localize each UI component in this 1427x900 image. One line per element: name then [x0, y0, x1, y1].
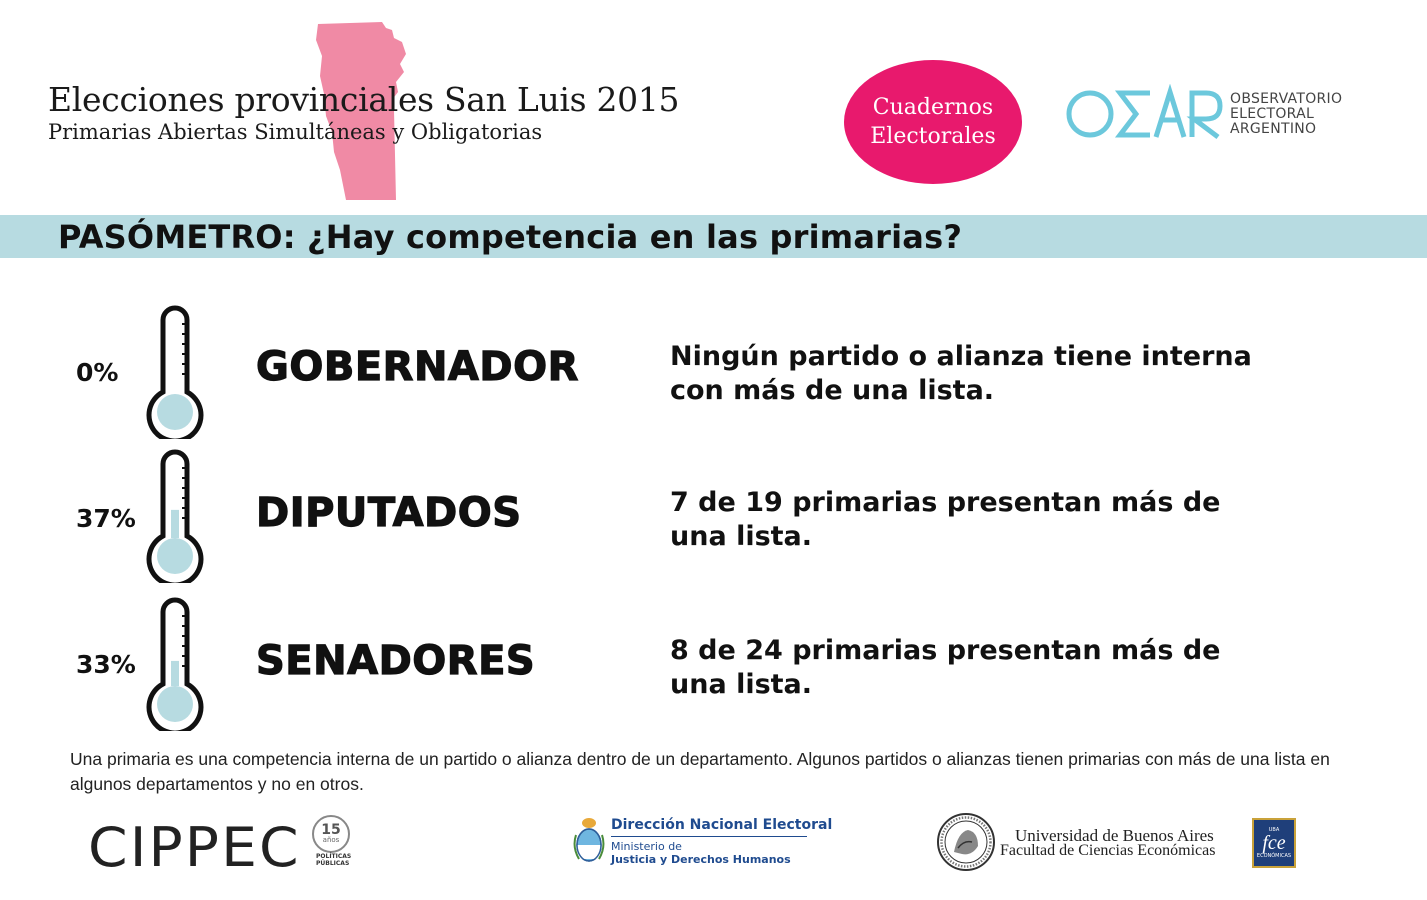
- thermometer-icon: [145, 304, 205, 439]
- page-subtitle: Primarias Abiertas Simultáneas y Obligatorias: [48, 120, 543, 144]
- thermometer-bulb: [157, 686, 193, 722]
- oear-logo-icon: [1064, 84, 1224, 144]
- percent-label: 33%: [76, 650, 136, 679]
- badge-line-1: Cuadernos: [872, 95, 994, 120]
- badge-line-2: Electorales: [870, 124, 996, 149]
- oear-text: [1230, 92, 1342, 137]
- row-diputados: [0, 446, 1427, 586]
- dne-subtitle-1: Ministerio de: [611, 840, 682, 853]
- row-description: Ningún partido o alianza tiene interna con más de una lista.: [670, 341, 1252, 406]
- oear-line-3: ARGENTINO: [1230, 121, 1317, 137]
- cippec-sub-1: POLÍTICAS: [316, 853, 352, 860]
- oear-line-2: ELECTORAL: [1230, 106, 1315, 122]
- row-description: 7 de 19 primarias presentan más de una lista.: [670, 487, 1221, 552]
- row-description: 8 de 24 primarias presentan más de una lista.: [670, 635, 1221, 700]
- fce-logo: [1252, 818, 1296, 868]
- fce-bottom: ECONÓMICAS: [1256, 853, 1292, 859]
- uba-seal-icon: [936, 812, 996, 872]
- row-gobernador: [0, 300, 1427, 440]
- cippec-anniversary-badge: [312, 815, 350, 853]
- cippec-logo: CIPPEC: [88, 816, 301, 879]
- category-label: DIPUTADOS: [256, 490, 522, 536]
- uba-line-1: Universidad de Buenos Aires: [1015, 826, 1214, 845]
- thermometer-icon: [145, 596, 205, 731]
- thermometer-level: [171, 661, 179, 686]
- uba-line-2: Facultad de Ciencias Económicas: [1000, 842, 1216, 859]
- category-label: SENADORES: [256, 638, 536, 684]
- page-title: Elecciones provinciales San Luis 2015: [48, 80, 680, 119]
- oear-line-1: OBSERVATORIO: [1230, 91, 1343, 107]
- thermometer-bulb: [157, 394, 193, 430]
- cippec-sub-2: PÚBLICAS: [316, 860, 350, 867]
- percent-label: 0%: [76, 358, 119, 387]
- row-senadores: [0, 594, 1427, 734]
- cuadernos-electorales-badge: [844, 60, 1022, 184]
- argentina-shield-icon: [573, 815, 605, 865]
- dne-divider: [611, 836, 807, 837]
- banner-title: PASÓMETRO: ¿Hay competencia en las primarias?: [58, 218, 963, 256]
- dne-subtitle-2: Justicia y Derechos Humanos: [611, 853, 791, 866]
- percent-label: 37%: [76, 504, 136, 533]
- thermometer-icon: [145, 448, 205, 583]
- thermometer-level: [171, 510, 179, 538]
- fce-text: fce: [1262, 832, 1286, 854]
- thermometer-bulb: [157, 538, 193, 574]
- fce-top: UBA: [1268, 827, 1280, 833]
- cippec-badge-number: 15: [321, 822, 341, 838]
- category-label: GOBERNADOR: [256, 344, 579, 390]
- explanatory-note: Una primaria es una competencia interna de un partido o alianza dentro de un departamento. Algunos partidos o alianzas tienen primarias con más de una lista en algunos departamentos y no en otros.: [70, 749, 1330, 794]
- dne-title: Dirección Nacional Electoral: [611, 817, 833, 833]
- cippec-badge-unit: años: [322, 836, 340, 844]
- cippec-subtitle: [316, 853, 351, 867]
